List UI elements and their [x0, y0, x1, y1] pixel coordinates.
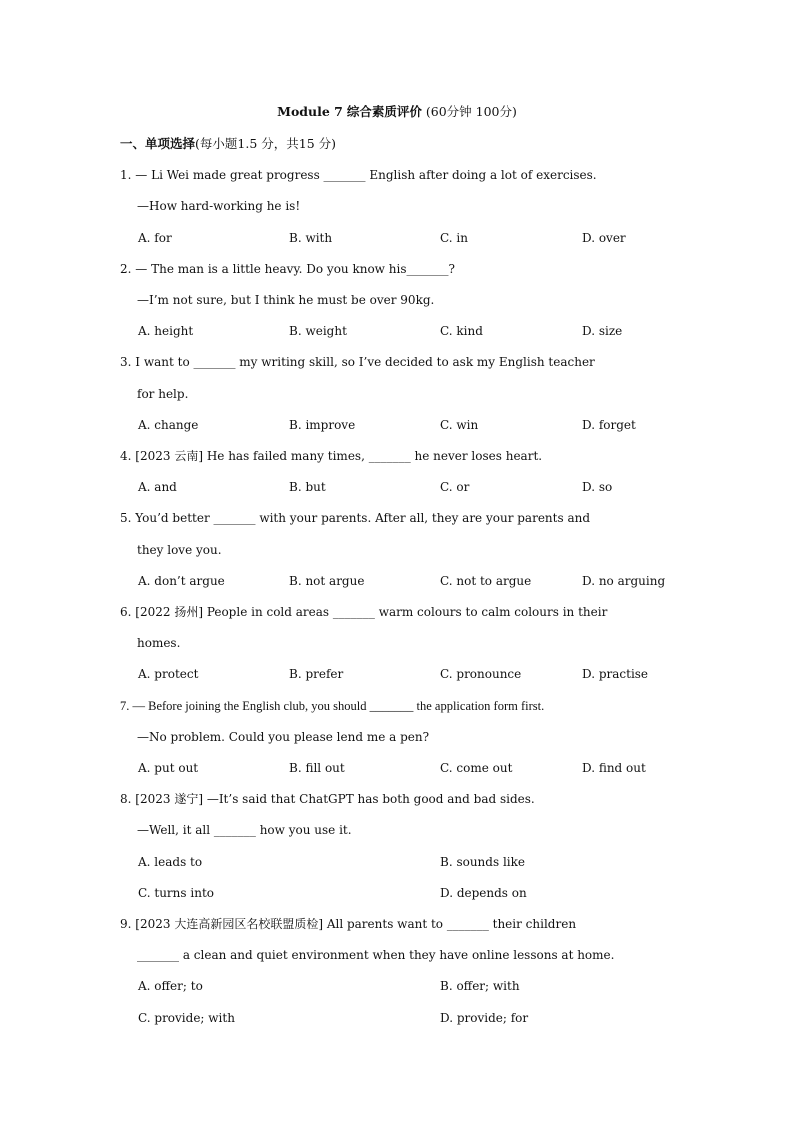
question-3-line-2: for help. — [137, 387, 189, 401]
question-3-line-1: 3. I want to _______ my writing skill, so I’ve decided to ask my English teacher — [120, 355, 595, 369]
page-title — [0, 102, 794, 120]
question-8-option-c[interactable]: C. turns into — [138, 886, 214, 900]
question-1-option-b[interactable]: B. with — [289, 231, 333, 245]
question-3-option-a[interactable]: A. change — [138, 418, 199, 432]
question-1-option-d[interactable]: D. over — [582, 231, 626, 245]
question-5-option-b[interactable]: B. not argue — [289, 574, 365, 588]
question-4-option-c[interactable]: C. or — [440, 480, 470, 494]
question-9-line-1: 9. [2023 大连高新园区名校联盟质检] All parents want to _______ their children — [120, 917, 577, 931]
question-2-line-2: —I’m not sure, but I think he must be over 90kg. — [137, 293, 435, 307]
question-8-option-d[interactable]: D. depends on — [440, 886, 527, 900]
question-5-option-a[interactable]: A. don’t argue — [138, 574, 225, 588]
question-2-option-d[interactable]: D. size — [582, 324, 623, 338]
question-9-line-2: _______ a clean and quiet environment when they have online lessons at home. — [137, 948, 615, 962]
question-4-option-d[interactable]: D. so — [582, 480, 613, 494]
question-7-option-c[interactable]: C. come out — [440, 761, 513, 775]
question-7-option-b[interactable]: B. fill out — [289, 761, 345, 775]
question-9-option-d[interactable]: D. provide; for — [440, 1011, 529, 1025]
question-8-line-2: —Well, it all _______ how you use it. — [137, 823, 352, 837]
section-label: 一、单项选择 — [120, 136, 196, 151]
question-9-option-a[interactable]: A. offer; to — [138, 979, 203, 993]
question-6-option-d[interactable]: D. practise — [582, 667, 649, 681]
score-time: (60分钟 100分) — [425, 104, 517, 119]
question-4-option-a[interactable]: A. and — [138, 480, 177, 494]
question-7-line-2: —No problem. Could you please lend me a pen? — [137, 730, 430, 744]
question-5-line-1: 5. You’d better _______ with your parents. After all, they are your parents and — [120, 511, 591, 525]
question-2-line-1: 2. — The man is a little heavy. Do you know his_______? — [120, 262, 455, 276]
question-1-line-2: —How hard-working he is! — [137, 199, 301, 213]
question-4-option-b[interactable]: B. but — [289, 480, 326, 494]
question-1-option-c[interactable]: C. in — [440, 231, 468, 245]
question-6-option-c[interactable]: C. pronounce — [440, 667, 522, 681]
question-7-line-1: 7. — Before joining the English club, you should _______ the application form first. — [120, 699, 545, 713]
question-1-option-a[interactable]: A. for — [138, 231, 172, 245]
section-note: (每小题1.5 分，共15 分) — [195, 136, 337, 151]
question-6-line-2: homes. — [137, 636, 181, 650]
section-heading — [120, 134, 336, 152]
question-6-option-a[interactable]: A. protect — [138, 667, 199, 681]
question-2-option-c[interactable]: C. kind — [440, 324, 483, 338]
question-8-line-1: 8. [2023 遂宁] —It’s said that ChatGPT has both good and bad sides. — [120, 792, 535, 806]
question-8-option-b[interactable]: B. sounds like — [440, 855, 525, 869]
question-7-option-d[interactable]: D. find out — [582, 761, 646, 775]
question-2-option-a[interactable]: A. height — [138, 324, 194, 338]
question-7-option-a[interactable]: A. put out — [138, 761, 199, 775]
module-label: Module 7 — [277, 104, 343, 119]
question-9-option-c[interactable]: C. provide; with — [138, 1011, 235, 1025]
title-chinese: 综合素质评价 — [346, 104, 422, 119]
question-6-option-b[interactable]: B. prefer — [289, 667, 344, 681]
question-2-option-b[interactable]: B. weight — [289, 324, 347, 338]
question-3-option-c[interactable]: C. win — [440, 418, 479, 432]
question-5-line-2: they love you. — [137, 543, 222, 557]
question-8-option-a[interactable]: A. leads to — [138, 855, 203, 869]
question-5-option-c[interactable]: C. not to argue — [440, 574, 532, 588]
question-4-line-1: 4. [2023 云南] He has failed many times, _______ he never loses heart. — [120, 449, 543, 463]
question-5-option-d[interactable]: D. no arguing — [582, 574, 666, 588]
question-3-option-b[interactable]: B. improve — [289, 418, 356, 432]
question-3-option-d[interactable]: D. forget — [582, 418, 636, 432]
question-6-line-1: 6. [2022 扬州] People in cold areas _______ warm colours to calm colours in their — [120, 605, 608, 619]
question-1-line-1: 1. — Li Wei made great progress _______ English after doing a lot of exercises. — [120, 168, 597, 182]
question-9-option-b[interactable]: B. offer; with — [440, 979, 520, 993]
